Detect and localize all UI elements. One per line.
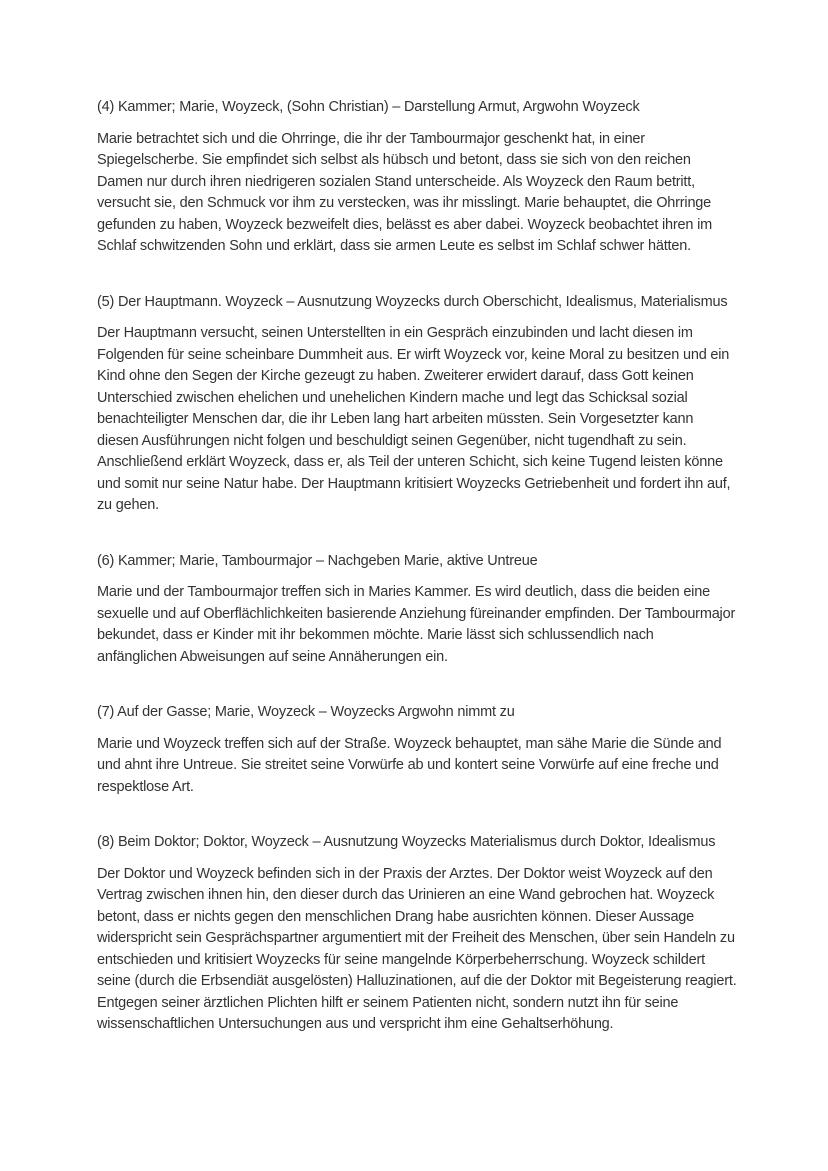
section-7 [97,702,737,798]
section-5-paragraph: Der Hauptmann versucht, seinen Unterstellten in ein Gespräch einzubinden und lacht diesen im Folgenden für seine scheinbare Dummheit aus. Er wirft Woyzeck vor, keine Moral zu besitzen und ein Kind ohne den Segen der Kirche gezeugt zu haben. Zweiterer erwidert darauf, dass Gott keinen Unterschied zwischen ehelichen und unehelichen Kindern mache und legt das Schicksal sozial benachteiligter Menschen dar, die ihr Leben lang hart arbeiten müssten. Sein Vorgesetzter kann diesen Ausführungen nicht folgen und beschuldigt seinen Gegenüber, nicht tugendhaft zu sein. Anschließend erklärt Woyzeck, dass er, als Teil der unteren Schicht, sich keine Tugend leisten könne und somit nur seine Natur habe. Der Hauptmann kritisiert Woyzecks Getriebenheit und fordert ihn auf, zu gehen. [97,325,731,513]
section-4-paragraph: Marie betrachtet sich und die Ohrringe, die ihr der Tambourmajor geschenkt hat, in einer Spiegelscherbe. Sie empfindet sich selbst als hübsch und betont, dass sie sich von den reichen Damen nur durch ihren niedrigeren sozialen Stand unterscheide. Als Woyzeck den Raum betritt, versucht sie, den Schmuck vor ihm zu verstecken, was ihr misslingt. Marie behauptet, die Ohrringe gefunden zu haben, Woyzeck bezweifelt dies, belässt es aber dabei. Woyzeck beobachtet ihren im Schlaf schwitzenden Sohn und erklärt, dass sie armen Leute es selbst im Schlaf schwer hätten. [97,130,713,254]
section-8-heading: (8) Beim Doktor; Doktor, Woyzeck – Ausnutzung Woyzecks Materialismus durch Doktor, Idealismus [97,834,716,850]
section-7-heading: (7) Auf der Gasse; Marie, Woyzeck – Woyzecks Argwohn nimmt zu [97,704,515,720]
section-8 [97,832,737,1036]
section-6 [97,551,737,669]
section-7-paragraph: Marie und Woyzeck treffen sich auf der Straße. Woyzeck behauptet, man sähe Marie die Sünde and und ahnt ihre Untreue. Sie streitet seine Vorwürfe ab und kontert seine Vorwürfe auf eine freche und respektlose Art. [97,735,722,795]
section-6-paragraph: Marie und der Tambourmajor treffen sich in Maries Kammer. Es wird deutlich, dass die beiden eine sexuelle und auf Oberflächlichkeiten basierende Anziehung füreinander empfinden. Der Tambourmajor bekundet, dass er Kinder mit ihr bekommen möchte. Marie lässt sich schlussendlich nach anfänglichen Abweisungen auf seine Annäherungen ein. [97,584,736,665]
section-8-paragraph: Der Doktor und Woyzeck befinden sich in der Praxis der Arztes. Der Doktor weist Woyzeck auf den Vertrag zwischen ihnen hin, den dieser durch das Urinieren an eine Wand gebrochen hat. Woyzeck betont, dass er nichts gegen den menschlichen Drang habe ausrichten können. Dieser Aussage widerspricht sein Gesprächspartner argumentiert mit der Freiheit des Menschen, über sein Handeln zu entschieden und kritisiert Woyzecks für seine mangelnde Körperbeherrschung. Woyzeck schildert seine (durch die Erbsendiät ausgelösten) Halluzinationen, auf die der Doktor mit Begeisterung reagiert. Entgegen seiner ärztlichen Plichten hilft er seinem Patienten nicht, sondern nutzt ihn für seine wissenschaftlichen Untersuchungen aus und verspricht ihm eine Gehaltserhöhung. [97,865,737,1032]
section-5 [97,292,737,517]
section-6-heading: (6) Kammer; Marie, Tambourmajor – Nachgeben Marie, aktive Untreue [97,552,538,569]
document-text-block [97,97,737,1036]
section-5-heading: (5) Der Hauptmann. Woyzeck – Ausnutzung Woyzecks durch Oberschicht, Idealismus, Materialismus [97,293,728,310]
section-4-heading: (4) Kammer; Marie, Woyzeck, (Sohn Christian) – Darstellung Armut, Argwohn Woyzeck [97,99,640,115]
section-4 [97,97,737,258]
